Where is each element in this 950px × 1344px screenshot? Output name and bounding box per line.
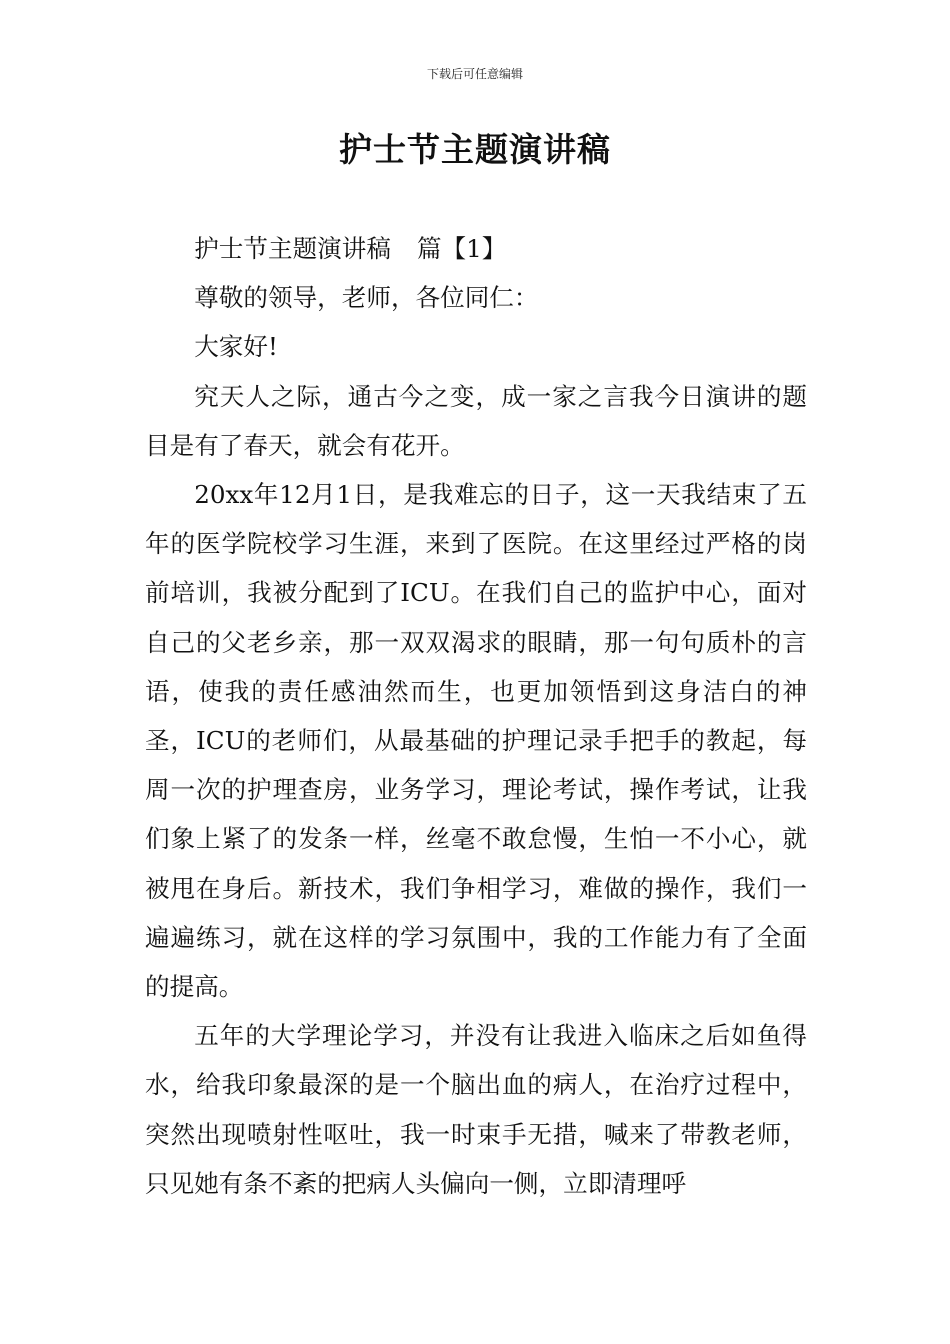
paragraph-greeting: 大家好! (194, 332, 278, 362)
paragraph-clinical-story: 五年的大学理论学习，并没有让我进入临床之后如鱼得水，给我印象最深的是一个脑出血的病人，在治疗过程中，突然出现喷射性呕吐，我一时束手无措，喊来了带教老师，只见她有条不紊的把病人头偏向一侧，立即清理呼 (145, 1021, 807, 1198)
document-body (145, 224, 807, 1208)
section-heading-number: 篇【1】 (416, 234, 507, 263)
header-note: 下载后可任意编辑 (426, 67, 523, 81)
section-heading (145, 224, 807, 273)
paragraph-salutation: 尊敬的领导，老师，各位同仁： (194, 283, 539, 313)
paragraph-icu-experience: 20xx年12月1日，是我难忘的日子，这一天我结束了五年的医学院校学习生涯，来到了医院。在这里经过严格的岗前培训，我被分配到了ICU。在我们自己的监护中心，面对自己的父老乡亲，那一双双渴求的眼睛，那一句句质朴的言语，使我的责任感油然而生，也更加领悟到这身洁白的神圣，ICU的老师们，从最基础的护理记录手把手的教起，每周一次的护理查房，业务学习，理论考试，操作考试，让我们象上紧了的发条一样，丝毫不敢怠慢，生怕一不小心，就被甩在身后。新技术，我们争相学习，难做的操作，我们一遍遍练习，就在这样的学习氛围中，我的工作能力有了全面的提高。 (145, 480, 807, 1002)
section-heading-name: 护士节主题演讲稿 (194, 234, 391, 263)
document-title: 护士节主题演讲稿 (339, 130, 611, 169)
paragraph-intro: 究天人之际，通古今之变，成一家之言我今日演讲的题目是有了春天，就会有花开。 (145, 381, 807, 460)
